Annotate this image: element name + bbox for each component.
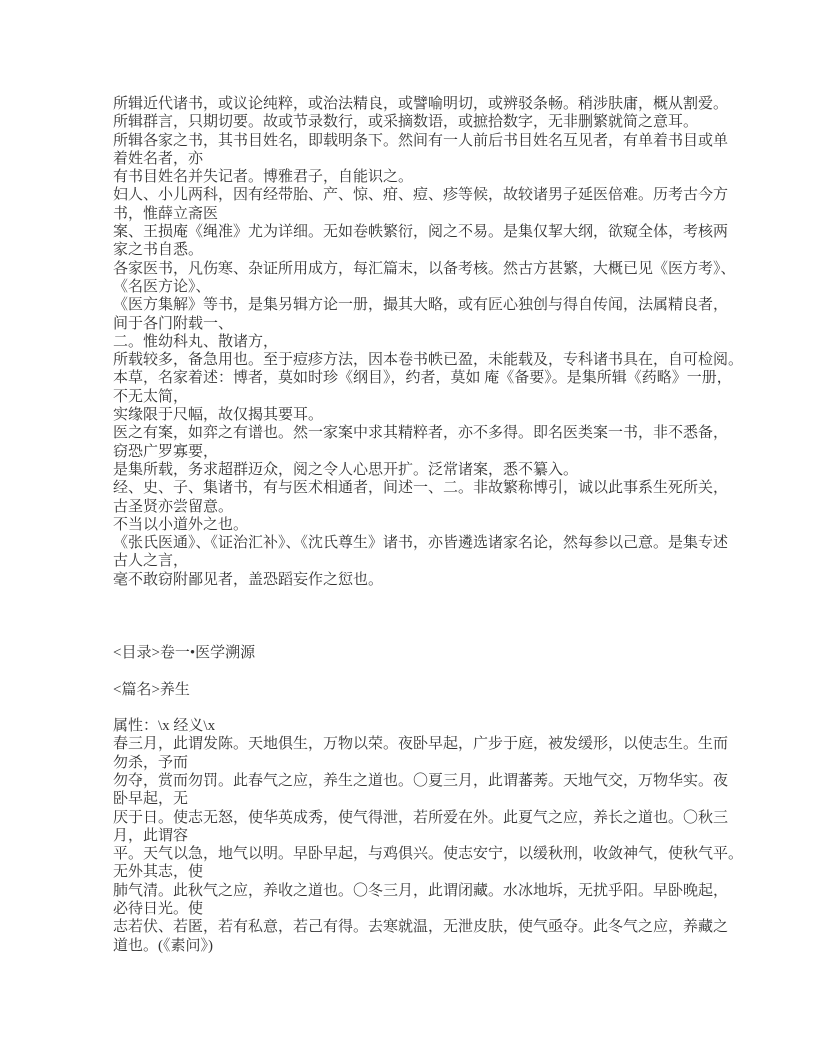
text-line: 《名医方论》、 bbox=[113, 278, 211, 295]
text-line: 必待日光。使 bbox=[113, 901, 204, 918]
text-line: 卧早起，无 bbox=[113, 791, 189, 808]
text-line: 春三月，此谓发陈。天地俱生，万物以荣。夜卧早起，广步于庭，被发缓形，以使志生。生而 bbox=[113, 736, 729, 753]
text-line: 有书目姓名并失记者。博雅君子，自能识之。 bbox=[113, 169, 414, 186]
text-line: 间于各门附载一、 bbox=[113, 315, 234, 332]
text-line: 所载较多，备急用也。至于痘疹方法，因本卷书帙已盈，未能载及，专科诸书具在，自可检阅。 bbox=[113, 352, 744, 369]
text-line: 《医方集解》等书，是集另辑方论一册，撮其大略，或有匠心独创与得自传闻，法属精良者， bbox=[113, 297, 729, 314]
attribute-line: 属性：\x 经义\x bbox=[113, 718, 216, 735]
text-line: 医之有案，如弈之有谱也。然一家案中求其精粹者，亦不多得。即名医类案一书，非不悉备， bbox=[113, 425, 729, 442]
body-paragraph bbox=[113, 735, 753, 955]
text-line: 是集所载，务求超群迈众，阅之令人心思开扩。泛常诸案，悉不纂入。 bbox=[113, 461, 579, 478]
text-line: 厌于日。使志无怒，使华英成秀，使气得泄，若所爱在外。此夏气之应，养长之道也。〇秋三 bbox=[113, 809, 729, 826]
text-line: 不当以小道外之也。 bbox=[113, 516, 249, 533]
text-line: 窃恐广罗寡要， bbox=[113, 443, 219, 460]
text-line: 毫不敢窃附鄙见者，盖恐蹈妄作之愆也。 bbox=[113, 571, 384, 588]
toc-heading: <目录>卷一•医学溯源 bbox=[113, 644, 256, 661]
text-line: 肺气清。此秋气之应，养收之道也。〇冬三月，此谓闭藏。水冰地坼，无扰乎阳。早卧晚起， bbox=[113, 882, 729, 899]
text-line: 《张氏医通》、《证治汇补》、《沈氏尊生》诸书，亦皆遴选诸家名论，然每参以己意。是集专述 bbox=[113, 535, 729, 552]
text-line: 各家医书，凡伤寒、杂证所用成方，每汇篇末，以备考核。然古方甚繁，大概已见《医方考》、 bbox=[113, 260, 736, 277]
preface-paragraph bbox=[113, 95, 753, 589]
text-line: 平。天气以急，地气以明。早卧早起，与鸡俱兴。使志安宁，以缓秋刑，收敛神气，使秋气平。 bbox=[113, 846, 744, 863]
text-line: 家之书自悉。 bbox=[113, 242, 204, 259]
text-line: 道也。(《素问》) bbox=[113, 937, 213, 954]
document-text-block bbox=[113, 95, 753, 955]
text-line: 经、史、子、集诸书，有与医术相通者，间述一、二。非故繁称博引，诚以此事系生死所关， bbox=[113, 480, 729, 497]
text-line: 二。惟幼科丸、散诸方， bbox=[113, 333, 279, 350]
text-line: 无外其志，使 bbox=[113, 864, 204, 881]
text-line: 所辑各家之书，其书目姓名，即载明条下。然间有一人前后书目姓名互见者，有单着书目或单 bbox=[113, 132, 729, 149]
text-line: 着姓名者，亦 bbox=[113, 150, 204, 167]
text-line: 志若伏、若匿，若有私意，若己有得。去寒就温，无泄皮肤，使气亟夺。此冬气之应，养藏之 bbox=[113, 919, 729, 936]
text-line: 月，此谓容 bbox=[113, 827, 189, 844]
text-line: 勿夺，赏而勿罚。此春气之应，养生之道也。〇夏三月，此谓蕃莠。天地气交，万物华实。夜 bbox=[113, 772, 729, 789]
text-line: 实缘限于尺幅，故仅揭其要耳。 bbox=[113, 407, 324, 424]
text-line: 古圣贤亦尝留意。 bbox=[113, 498, 234, 515]
text-line: 所辑群言，只期切要。故或节录数行，或采摘数语，或摭拾数字，无非删繁就简之意耳。 bbox=[113, 114, 699, 131]
text-line: 所辑近代诸书，或议论纯粹，或治法精良，或譬喻明切，或辨驳条畅。稍涉肤庸，概从割爱。 bbox=[113, 96, 729, 112]
chapter-heading: <篇名>养生 bbox=[113, 681, 190, 698]
text-line: 书，惟薛立斋医 bbox=[113, 205, 219, 222]
text-line: 妇人、小儿两科，因有经带胎、产、惊、疳、痘、疹等候，故较诸男子延医倍难。历考古今方 bbox=[113, 187, 729, 204]
text-line: 本草，名家着述：博者，莫如时珍《纲目》，约者，莫如 庵《备要》。是集所辑《药略》一册， bbox=[113, 370, 732, 387]
text-line: 勿杀，予而 bbox=[113, 754, 189, 771]
text-line: 古人之言， bbox=[113, 553, 189, 570]
text-line: 不无太简， bbox=[113, 388, 189, 405]
text-line: 案、王损庵《绳准》尤为详细。无如卷帙繁衍，阅之不易。是集仅挈大纲，欲窥全体，考核两 bbox=[113, 224, 729, 241]
